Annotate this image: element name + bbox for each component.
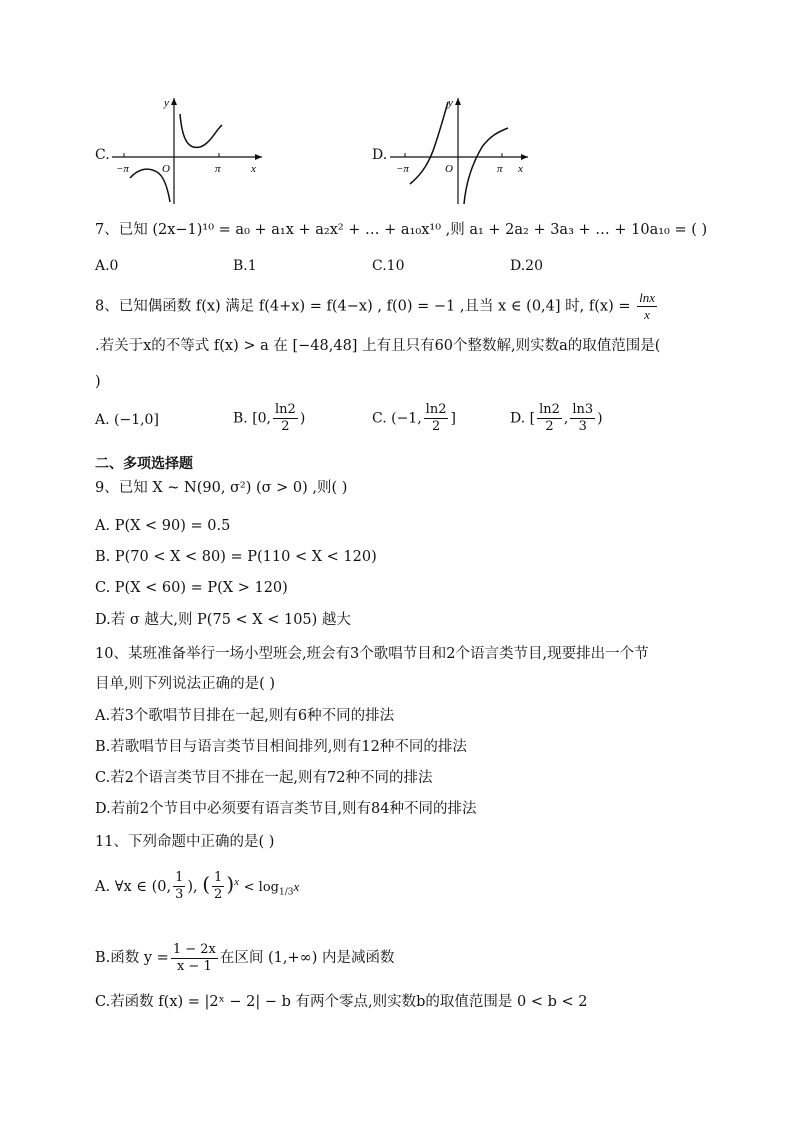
- q8-option-b: [233, 402, 305, 435]
- q11-option-a-half-num: 1: [214, 870, 223, 886]
- q10-option-c: C.若2个语言类节目不排在一起,则有72种不同的排法: [95, 770, 433, 786]
- q10-stem-line1: 10、某班准备举行一场小型班会,班会有3个歌唱节目和2个语言类节目,现要排出一个节: [95, 646, 649, 662]
- q8-option-b-prefix: B. [0,: [233, 410, 272, 427]
- q7-option-c: C.10: [372, 258, 405, 274]
- q8-option-d-den1: 2: [545, 419, 554, 434]
- q8-option-c-num: ln2: [425, 402, 447, 417]
- q10-option-b: B.若歌唱节目与语言类节目相间排列,则有12种不同的排法: [95, 739, 467, 755]
- q8-option-c-den: 2: [431, 419, 441, 434]
- graph-d-y-label: y: [448, 97, 453, 109]
- graph-c-y-label: y: [164, 97, 169, 109]
- q9-option-d: D.若 σ 越大,则 P(75 < X < 105) 越大: [95, 612, 351, 628]
- q8-option-d-frac1: [537, 402, 562, 435]
- q8-option-a: A. (−1,0]: [95, 412, 159, 428]
- q11-option-b-prefix: B.函数 y =: [95, 950, 169, 966]
- q8-option-b-den: 2: [281, 419, 290, 434]
- graph-c-x-label: x: [251, 163, 256, 175]
- q10-option-a: A.若3个歌唱节目排在一起,则有6种不同的排法: [95, 708, 395, 724]
- q8-option-c: [372, 402, 456, 435]
- q9-option-c: C. P(X < 60) = P(X > 120): [95, 580, 288, 596]
- q11-option-a-prefix: A. ∀x ∈ (0,: [95, 878, 172, 895]
- q8-frac-num: lnx: [639, 290, 655, 305]
- q7-stem: 7、已知 (2x−1)¹⁰ = a₀ + a₁x + a₂x² + … + a₁₀x¹⁰ ,则 a₁ + 2a₂ + 3a₃ + … + 10a₁₀ = ( ): [95, 222, 708, 238]
- q11-option-a-frac: [173, 870, 185, 903]
- q8-option-d-den2: 3: [578, 419, 587, 434]
- q8-option-d-num1: ln2: [539, 402, 560, 417]
- q11-option-a-log-base: 1/3: [278, 887, 294, 898]
- q7-option-a: A.0: [95, 258, 119, 274]
- q8-fraction: [637, 290, 657, 323]
- q8-option-b-num: ln2: [275, 402, 296, 417]
- q11-option-b-num: 1 − 2x: [172, 941, 216, 957]
- q8-option-b-frac: [273, 402, 298, 435]
- q11-option-c: C.若函数 f(x) = |2ˣ − 2| − b 有两个零点,则实数b的取值范围是 0 < b < 2: [95, 994, 588, 1010]
- q11-option-a-half: [212, 870, 224, 903]
- q10-stem-line2: 目单,则下列说法正确的是( ): [95, 676, 276, 692]
- q9-option-b: B. P(70 < X < 80) = P(110 < X < 120): [95, 549, 377, 565]
- q8-option-d-frac2: [570, 402, 595, 435]
- q11-stem: 11、下列命题中正确的是( ): [95, 834, 275, 850]
- q8-stem-line1: [95, 290, 659, 323]
- q11-option-a-mid: ),: [187, 878, 198, 895]
- q11-option-a-num: 1: [175, 870, 184, 886]
- q10-option-d: D.若前2个节目中必须要有语言类节目,则有84种不同的排法: [95, 801, 477, 817]
- q9-stem: 9、已知 X ~ N(90, σ²) (σ > 0) ,则( ): [95, 480, 348, 496]
- section-title: 二、多项选择题: [95, 456, 193, 472]
- q11-option-a-power: x: [234, 876, 240, 888]
- q8-stem-part3: ): [95, 374, 101, 390]
- q11-option-b-suffix: 在区间 (1,+∞) 内是减函数: [219, 950, 395, 966]
- q11-option-a: A. ∀x ∈ (0, $\frac{1}{3}$ ), ( $\frac{1}{2}$ )$^x < \log_{1/3}x$: [95, 870, 300, 903]
- q8-option-d-num2: ln3: [572, 402, 594, 417]
- graph-d-origin: O: [445, 163, 453, 175]
- graph-c-label: C.: [95, 147, 110, 163]
- graph-d-pi: π: [497, 163, 503, 175]
- graph-d-neg-pi: −π: [396, 163, 409, 175]
- q11-option-a-log: < log: [243, 879, 279, 895]
- graph-c-pi: π: [215, 163, 221, 175]
- q8-frac-den: x: [644, 307, 650, 322]
- q8-stem-part1: 8、已知偶函数 f(x) 满足 f(4+x) = f(4−x) , f(0) = −1 ,且当 x ∈ (0,4] 时, f(x) =: [95, 298, 631, 315]
- q8-option-c-frac: [424, 402, 449, 435]
- q8-option-d: D. [ $\frac{\ln 2}{2}$ , $\frac{\ln 3}{3}$ ): [510, 402, 603, 434]
- q8-option-c-suffix: ]: [450, 410, 456, 427]
- q9-option-a: A. P(X < 90) = 0.5: [95, 518, 231, 534]
- q11-option-b-frac: [171, 942, 218, 975]
- q11-option-a-den: 3: [175, 887, 184, 903]
- graph-c: [112, 92, 272, 207]
- q8-option-c-prefix: C. (−1,: [372, 410, 422, 427]
- q11-option-a-log-arg: x: [293, 878, 300, 894]
- q11-option-a-half-den: 2: [214, 887, 223, 903]
- graph-d-label: D.: [372, 147, 388, 163]
- q8-option-d-prefix: D. [: [510, 410, 536, 427]
- q8-option-d-suffix: ): [597, 410, 603, 427]
- q7-option-d: D.20: [510, 258, 543, 274]
- graph-d-x-label: x: [518, 163, 523, 175]
- q8-stem-part2: .若关于x的不等式 f(x) > a 在 [−48,48] 上有且只有60个整数解,则实数a的取值范围是(: [95, 338, 661, 354]
- q7-option-b: B.1: [233, 258, 257, 274]
- q8-option-b-suffix: ): [299, 410, 306, 427]
- q11-option-b: [95, 938, 394, 978]
- graph-c-origin: O: [162, 163, 170, 175]
- graph-d: [390, 92, 540, 207]
- graph-c-neg-pi: −π: [116, 163, 129, 175]
- q11-option-b-den: x − 1: [176, 958, 212, 974]
